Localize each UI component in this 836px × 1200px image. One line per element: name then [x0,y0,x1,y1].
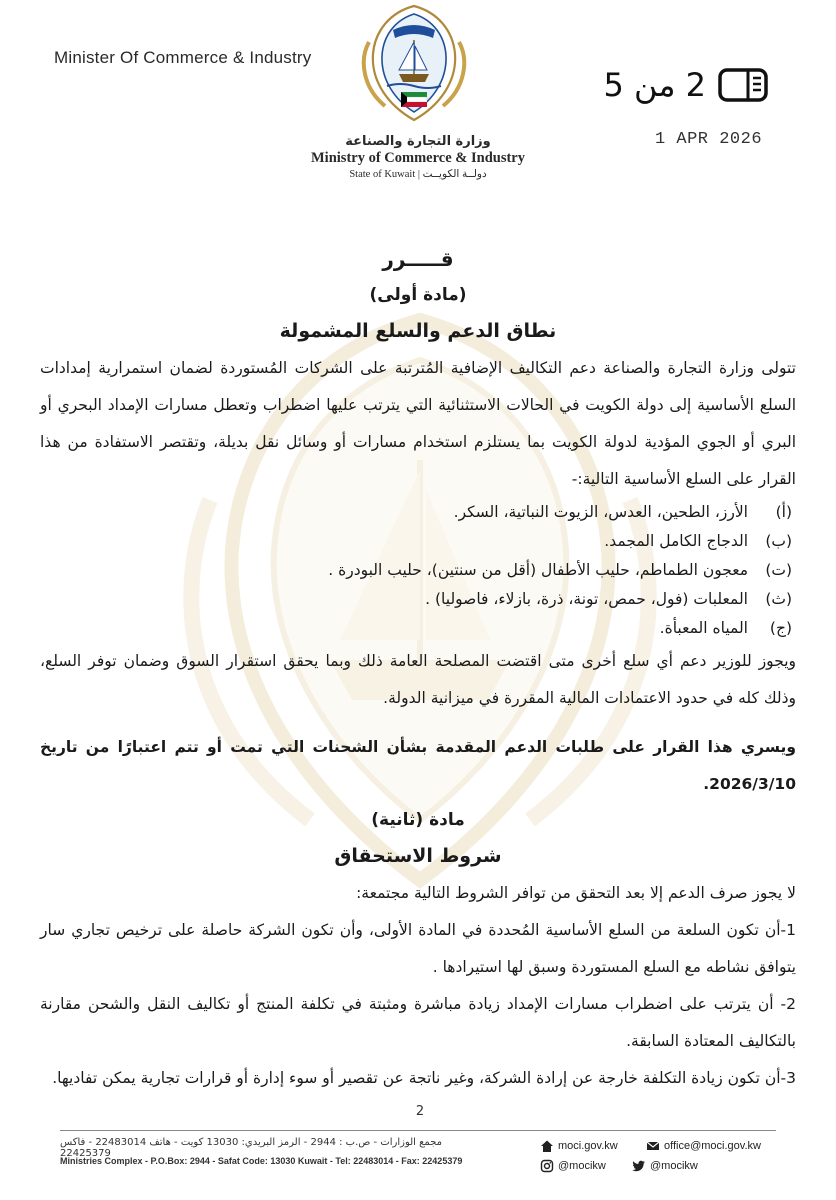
list-text: معجون الطماطم، حليب الأطفال (أقل من سنتين)، حليب البودرة . [328,561,748,579]
goods-list [40,498,792,643]
ministry-name-en: Ministry of Commerce & Industry [311,150,525,166]
footer-email[interactable] [646,1139,761,1153]
list-item [40,585,792,614]
mail-icon [646,1139,660,1153]
list-item [40,556,792,585]
state-line: State of Kuwait | دولــة الكويــت [349,169,487,180]
list-item [40,614,792,643]
list-item [40,498,792,527]
kuwait-emblem-icon [355,2,473,130]
document-body [40,240,796,1097]
condition-2: 2- أن يترتب على اضطراب مسارات الإمداد زيادة مباشرة ومثبتة في تكلفة المنتج أو تكاليف النقل والشحن مقارنة بالتكاليف المعتادة السابقة. [40,995,796,1050]
list-marker: (ت) [765,561,792,579]
article-1-paragraph-3: ويسري هذا القرار على طلبات الدعم المقدمة بشأن الشحنات التي تمت أو تتم اعتبارًا من تاريخ 2026/3/10. [40,738,796,793]
article-1-heading: (مادة أولى) [369,285,467,305]
twitter-text[interactable]: @mocikw [650,1160,698,1172]
email-text[interactable]: office@moci.gov.kw [664,1140,761,1152]
footer-twitter[interactable] [632,1159,698,1173]
date-stamp: 1 APR 2026 [655,130,763,149]
list-text: الأرز، الطحين، العدس، الزيوت النباتية، السكر. [453,503,748,521]
condition-3: 3-أن تكون زيادة التكلفة خارجة عن إرادة الشركة، وغير ناتجة عن تقصير أو سوء إدارة أو قرارات تجارية يمكن تفاديها. [52,1069,796,1087]
state-en: State of Kuwait [349,169,416,180]
article-1-paragraph-2: ويجوز للوزير دعم أي سلع أخرى متى اقتضت المصلحة العامة ذلك وبما يحقق استقرار السوق وضمان توفر السلع، وذلك كله في حدود الاعتمادات المالية المقررة في ميزانية الدولة. [40,652,796,707]
list-marker: (ث) [765,590,792,608]
footer-address-ar: مجمع الوزارات - ص.ب : 2944 - الرمز البريدي: 13030 كويت - هاتف 22483014 - فاكس 22425379 [60,1137,443,1159]
ministry-name-ar: وزارة التجارة والصناعة [345,134,491,149]
footer-website[interactable] [540,1139,618,1153]
instagram-text[interactable]: @mocikw [558,1160,606,1172]
page-counter [558,60,768,110]
instagram-icon [540,1159,554,1173]
list-item [40,527,792,556]
list-text: المعلبات (فول، حمص، تونة، ذرة، بازلاء، فاصوليا) . [425,590,748,608]
article-1-intro: تتولى وزارة التجارة والصناعة دعم التكاليف الإضافية المُترتبة على الشركات المُستوردة لضمان استمرارية إمدادات السلع الأساسية إلى دولة الكويت في الحالات الاستثنائية التي يترتب عليها اضطراب وتعطل مسارات الإمداد البحري أو البري أو الجوي المؤدية لدولة الكويت بما يستلزم استخدام مسارات أو وسائل نقل بديلة، وتقتصر الاستفادة من هذا القرار على السلع الأساسية التالية:- [40,359,796,488]
twitter-bird-icon [632,1159,646,1173]
book-pages-icon[interactable] [718,68,768,102]
minister-title: Minister Of Commerce & Industry [54,48,312,67]
footer-divider [60,1130,776,1131]
list-text: المياه المعبأة. [659,619,748,637]
footer-address-en: Ministries Complex - P.O.Box: 2944 - Safat Code: 13030 Kuwait - Tel: 22483014 - Fax: 22425379 [60,1156,463,1166]
state-ar: دولــة الكويــت [422,169,487,180]
home-icon [540,1139,554,1153]
article-2-heading: مادة (ثانية) [371,810,465,830]
article-2-title: شروط الاستحقاق [334,845,502,867]
list-marker: (أ) [775,503,792,521]
page-counter-text: 2 من 5 [603,66,706,104]
website-text[interactable]: moci.gov.kw [558,1140,618,1152]
condition-1: 1-أن تكون السلعة من السلع الأساسية المُحددة في المادة الأولى، وأن تكون الشركة حاصلة على ترخيص تجاري سار يتوافق نشاطه مع السلع المستوردة وسبق لها استيرادها . [40,921,796,976]
list-marker: (ب) [765,532,792,550]
article-1-title: نطاق الدعم والسلع المشمولة [279,320,557,342]
list-marker: (ج) [769,619,792,637]
page-number: 2 [415,1104,425,1119]
decision-title: قـــــرر [382,247,454,271]
footer-instagram[interactable] [540,1159,606,1173]
article-2-intro: لا يجوز صرف الدعم إلا بعد التحقق من توافر الشروط التالية مجتمعة: [356,884,796,902]
ministry-letterhead [300,134,536,180]
list-text: الدجاج الكامل المجمد. [604,532,748,550]
